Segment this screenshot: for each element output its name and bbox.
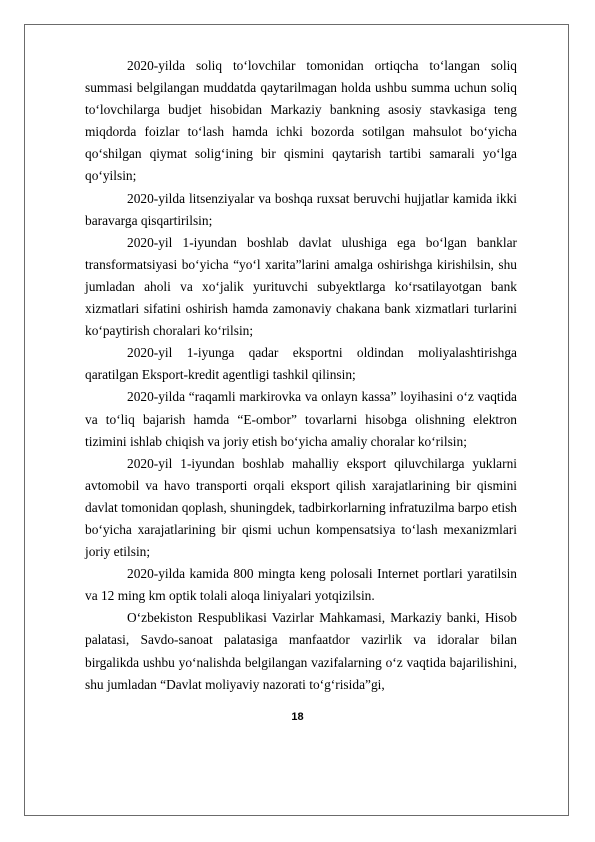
paragraph-7: 2020-yilda kamida 800 mingta keng polosali Internet portlari yaratilsin va 12 ming km optik tolali aloqa liniyalari yotqizilsin.: [85, 566, 517, 604]
document-body: [85, 55, 517, 696]
page-number: 18: [291, 711, 304, 723]
paragraph-4: 2020-yil 1-iyunga qadar eksportni oldindan moliyalashtirishga qaratilgan Eksport-kredit agentligi tashkil qilinsin;: [85, 345, 517, 383]
paragraph-5: 2020-yilda “raqamli markirovka va onlayn kassa” loyihasini o‘z vaqtida va to‘liq bajarish hamda “E-ombor” tovarlarni hisobga olishning elektron tizimini ishlab chiqish va joriy etish bo‘yicha amaliy choralar ko‘rilsin;: [85, 389, 517, 449]
paragraph-6: 2020-yil 1-iyundan boshlab mahalliy eksport qiluvchilarga yuklarni avtomobil va havo transporti orqali eksport qilish xarajatlarining bir qismini davlat tomonidan qoplash, shuningdek, tadbirkorlarning infratuzilma barpo etish bo‘yicha xarajatlarining bir qismi uchun kompensatsiya to‘lash mexanizmlari joriy etilsin;: [85, 455, 517, 560]
paragraph-1: 2020-yilda soliq to‘lovchilar tomonidan ortiqcha to‘langan soliq summasi belgilangan muddatda qaytarilmagan holda ushbu summa uchun soliq to‘lovchilarga budjet hisobidan Markaziy bankning asosiy stavkasiga teng miqdorda foizlar to‘lash hamda ichki bozorda sotilgan mahsulot bo‘yicha qo‘shilgan qiymat solig‘ining bir qismini qaytarish tartibi samarali yo‘lga qo‘yilsin;: [85, 58, 517, 184]
paragraph-3: 2020-yil 1-iyundan boshlab davlat ulushiga ega bo‘lgan banklar transformatsiyasi bo‘yicha “yo‘l xarita”larini amalga oshirishga kirishilsin, shu jumladan aholi va xo‘jalik yurituvchi subyektlarga ko‘rsatilayotgan bank xizmatlari sifatini oshirish hamda zamonaviy chakana bank xizmatlari turlarini ko‘paytirish choralari ko‘rilsin;: [85, 234, 517, 339]
paragraph-2: 2020-yilda litsenziyalar va boshqa ruxsat beruvchi hujjatlar kamida ikki baravarga qisqartirilsin;: [85, 190, 517, 228]
paragraph-8: O‘zbekiston Respublikasi Vazirlar Mahkamasi, Markaziy banki, Hisob palatasi, Savdo-sanoat palatasiga manfaatdor vazirlik va idoralar bilan birgalikda ushbu yo‘nalishda belgilangan vazifalarning o‘z vaqtida bajarilishini, shu jumladan “Davlat moliyaviy nazorati to‘g‘risida”gi,: [85, 610, 517, 692]
